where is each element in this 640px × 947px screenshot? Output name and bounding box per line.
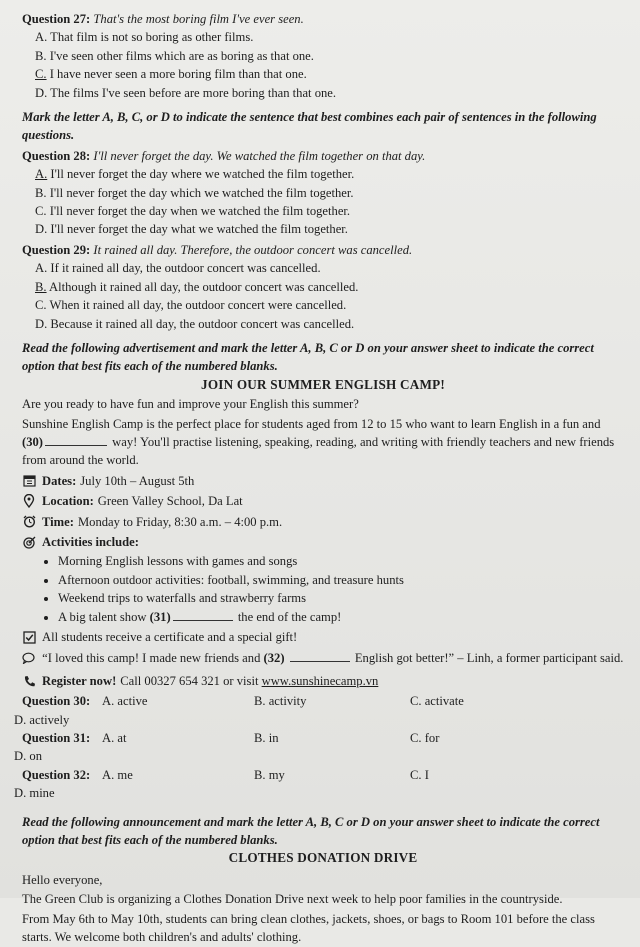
answer-row: Question 31: A. at B. in C. for D. on xyxy=(14,731,440,764)
list-item: • Weekend trips to waterfalls and strawberry farms xyxy=(58,589,624,607)
donation-title: CLOTHES DONATION DRIVE xyxy=(228,850,418,866)
location-row: Location: Green Valley School, Da Lat xyxy=(22,492,624,510)
certificate-row: All students receive a certificate and a special gift! xyxy=(22,628,624,646)
answer-row: Question 32: A. me B. my C. I D. mine xyxy=(14,767,429,801)
option-row: B. I've seen other films which are as boring as that one. xyxy=(35,48,314,63)
testimonial: “I loved this camp! I made new friends and (32) English got better!” – Linh, a former participant said. xyxy=(22,649,624,669)
answer-options xyxy=(14,692,624,802)
list-item: • Morning English lessons with games and songs xyxy=(58,552,624,570)
option-row: C. I'll never forget the day when we watched the film together. xyxy=(35,204,351,219)
ad-paragraph: Sunshine English Camp is the perfect place for students aged from 12 to 15 who want to learn English in a fun and (30) way! You'll practise listening, speaking, reading, and writing with friendly teachers and new friends from around the world. xyxy=(22,416,615,468)
blank-line xyxy=(45,434,107,446)
alarm-clock-icon xyxy=(22,515,36,529)
option-row: C. When it rained all day, the outdoor concert were cancelled. xyxy=(35,298,347,313)
option-row: D. The films I've seen before are more boring than that one. xyxy=(35,85,337,100)
option-row: A. If it rained all day, the outdoor concert was cancelled. xyxy=(35,261,321,276)
answer-row: Question 30: A. active B. activity C. activate D. actively xyxy=(14,694,464,727)
phone-icon xyxy=(22,674,36,688)
question-label: Question 27: xyxy=(22,12,91,26)
speech-bubble-icon xyxy=(22,651,35,669)
option-row: A. That film is not so boring as other films. xyxy=(35,30,254,45)
ad-title: JOIN OUR SUMMER ENGLISH CAMP! xyxy=(201,376,445,392)
target-icon xyxy=(22,535,36,549)
option-row: D. I'll never forget the day what we watched the film together. xyxy=(35,222,348,237)
option-row: B. I'll never forget the day which we watched the film together. xyxy=(35,185,354,200)
calendar-icon xyxy=(22,474,36,488)
question-stem: That's the most boring film I've ever seen. xyxy=(93,12,304,26)
location-pin-icon xyxy=(22,494,36,508)
option-row: A. I'll never forget the day where we watched the film together. xyxy=(35,167,355,182)
option-row: D. Because it rained all day, the outdoor concert was cancelled. xyxy=(35,316,355,331)
instruction: Read the following announcement and mark the letter A, B, C or D on your answer sheet to indicate the correct option that best fits each of the numbered blanks. xyxy=(22,814,600,848)
time-row: Time: Monday to Friday, 8:30 a.m. – 4:00 p.m. xyxy=(22,513,624,531)
blank-30: (30) xyxy=(22,434,43,449)
blank-line xyxy=(290,650,350,662)
register-row: Register now! Call 00327 654 321 or visit www.sunshinecamp.vn xyxy=(22,672,624,690)
checkbox-icon xyxy=(22,630,36,644)
blank-line xyxy=(173,609,233,621)
option-row: B. Although it rained all day, the outdoor concert was cancelled. xyxy=(35,279,359,294)
question-27 xyxy=(22,10,624,28)
ad-intro: Are you ready to have fun and improve your English this summer? xyxy=(22,397,359,412)
camp-website-link[interactable]: www.sunshinecamp.vn xyxy=(261,673,379,688)
blank-32: (32) xyxy=(263,651,285,666)
activities-list xyxy=(22,552,624,626)
donation-greeting: Hello everyone, xyxy=(22,872,103,887)
instruction: Read the following advertisement and mark the letter A, B, C or D on your answer sheet to indicate the correct option that best fits each of the numbered blanks. xyxy=(22,340,594,374)
question-28: Question 28: I'll never forget the day. We watched the film together on that day. xyxy=(22,148,426,163)
list-item: • A big talent show (31) the end of the camp! xyxy=(58,608,624,626)
activities-row: Activities include: xyxy=(22,533,624,551)
donation-paragraph: From May 6th to May 10th, students can bring clean clothes, jackets, shoes, or bags to Room 101 before the class starts. We welcome both children's and adults' clothing. xyxy=(22,911,595,945)
donation-paragraph: The Green Club is organizing a Clothes Donation Drive next week to help poor families in the countryside. xyxy=(22,892,563,907)
instruction: Mark the letter A, B, C, or D to indicate the sentence that best combines each pair of sentences in the following questions. xyxy=(22,110,597,143)
dates-row: Dates: July 10th – August 5th xyxy=(22,472,624,490)
list-item: • Afternoon outdoor activities: football, swimming, and treasure hunts xyxy=(58,571,624,589)
option-row: C. I have never seen a more boring film than that one. xyxy=(35,67,307,82)
question-29: Question 29: It rained all day. Therefore, the outdoor concert was cancelled. xyxy=(22,242,413,257)
blank-31: (31) xyxy=(149,609,171,624)
